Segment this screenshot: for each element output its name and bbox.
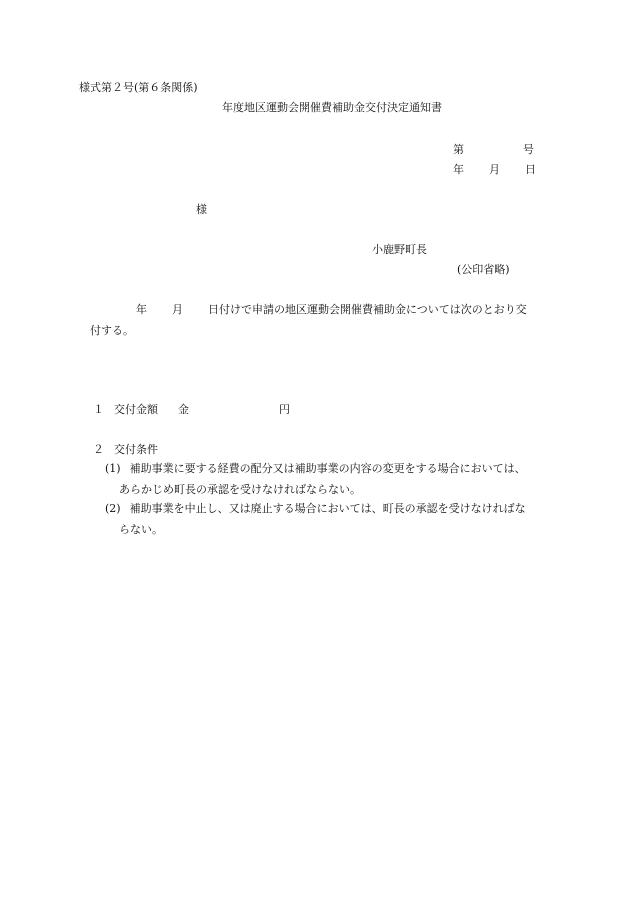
document-number <box>453 143 534 157</box>
item-amount-prefix: 金 <box>178 403 189 416</box>
condition-1-line-1 <box>105 462 526 476</box>
body-month-label: 月 <box>172 303 183 316</box>
item-amount-unit: 円 <box>279 403 290 416</box>
item-amount-label: 交付金額 <box>114 403 158 416</box>
date-month-label: 月 <box>489 163 500 176</box>
date-day-label: 日 <box>525 163 536 176</box>
item-conditions-number: ２ <box>93 443 104 456</box>
document-number-suffix: 号 <box>523 143 534 156</box>
form-label: 様式第２号(第６条関係) <box>79 81 198 94</box>
item-conditions-heading <box>93 443 158 457</box>
item-conditions-label: 交付条件 <box>114 443 158 456</box>
condition-1-line-2: あらかじめ町長の承認を受けなければならない。 <box>119 483 361 496</box>
condition-2-line-1 <box>105 502 526 516</box>
body-line-2: 付する。 <box>90 324 134 337</box>
seal-omitted-note: (公印省略) <box>457 263 510 276</box>
condition-2-marker: (2) <box>105 502 121 515</box>
issuer-name: 小鹿野町長 <box>372 243 427 256</box>
document-number-prefix: 第 <box>453 143 464 156</box>
item-amount <box>93 403 290 417</box>
date-year-label: 年 <box>453 163 464 176</box>
addressee-suffix: 様 <box>196 203 207 216</box>
condition-2-text: 補助事業を中止し、又は廃止する場合においては、町長の承認を受けなければな <box>129 502 526 515</box>
condition-1-text: 補助事業に要する経費の配分又は補助事業の内容の変更をする場合においては、 <box>129 462 526 475</box>
body-line-1 <box>136 303 527 317</box>
body-line-1-text: 日付けで申請の地区運動会開催費補助金については次のとおり交 <box>208 303 527 316</box>
item-amount-number: １ <box>93 403 104 416</box>
condition-1-marker: (1) <box>105 462 121 475</box>
document-title: 年度地区運動会開催費補助金交付決定通知書 <box>222 101 442 114</box>
condition-2-line-2: らない。 <box>119 523 163 536</box>
body-year-label: 年 <box>136 303 147 316</box>
issue-date <box>453 163 536 177</box>
